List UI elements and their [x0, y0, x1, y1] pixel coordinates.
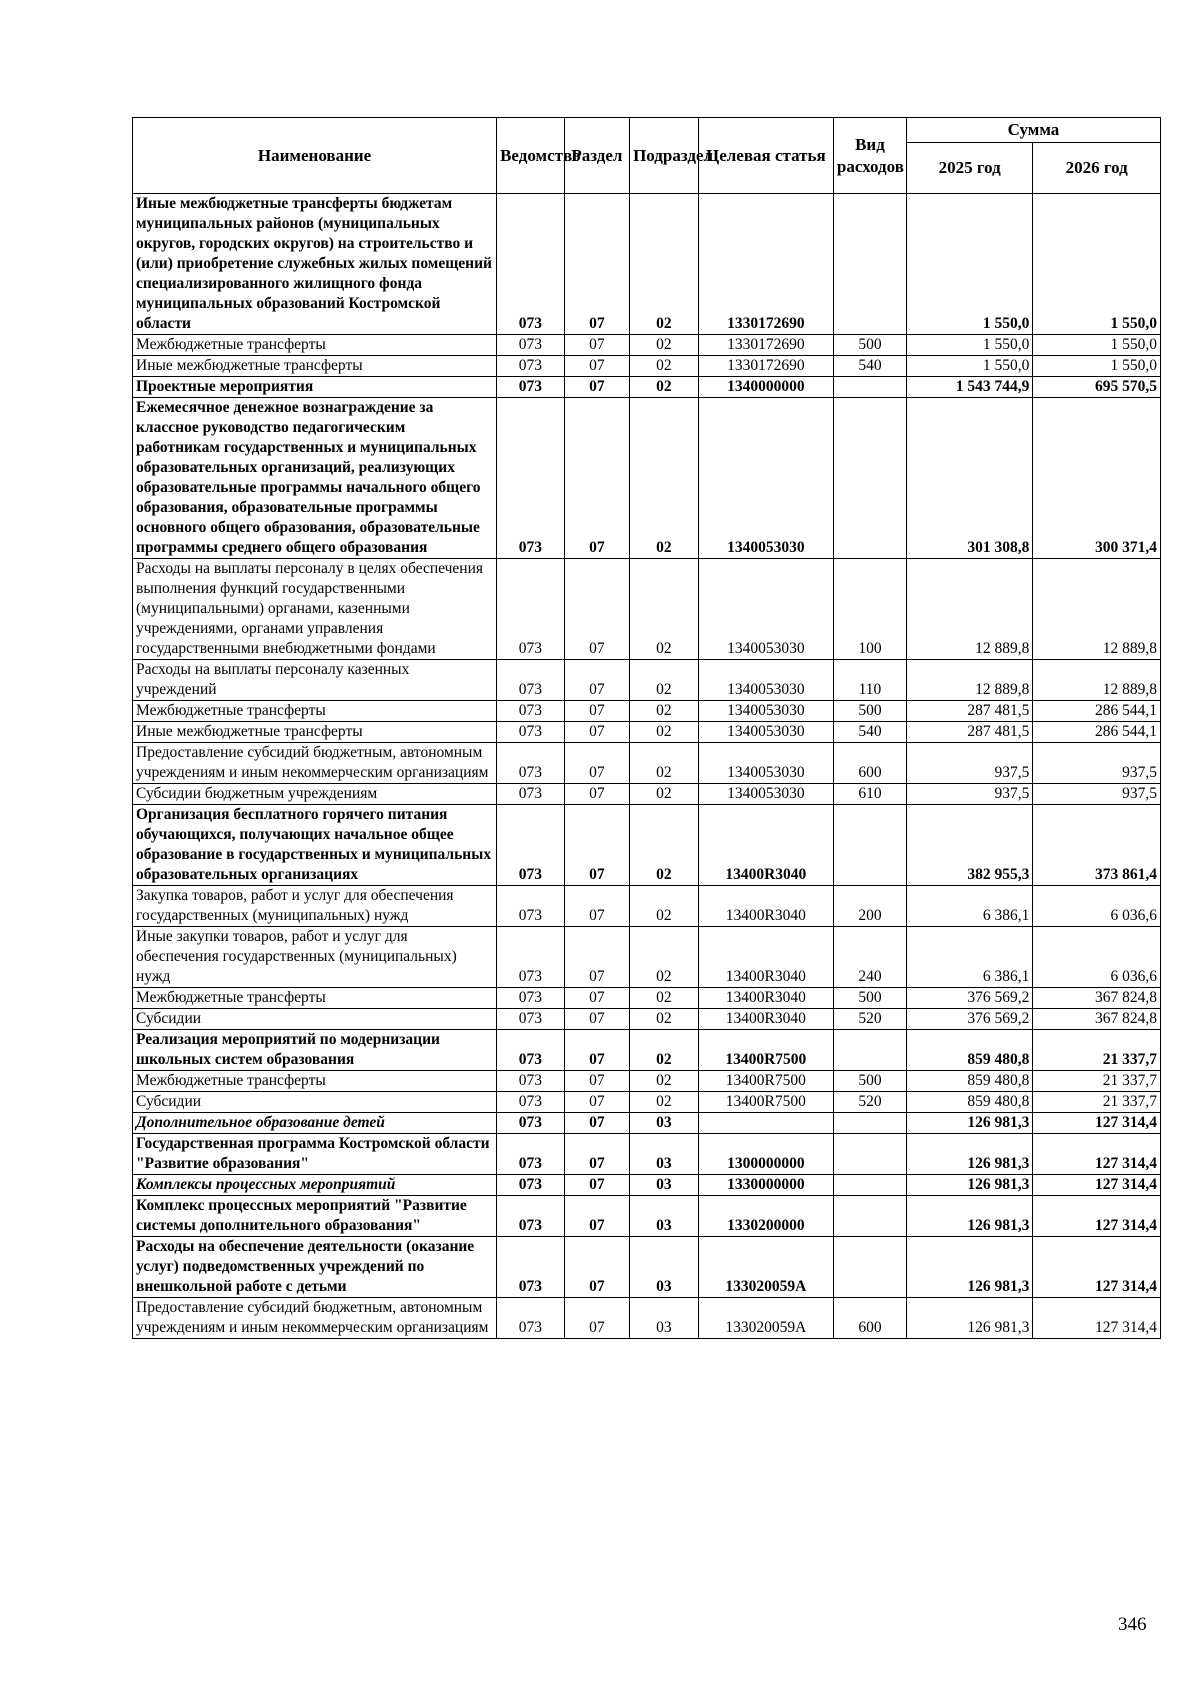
cell-2025: 937,5	[906, 743, 1032, 784]
cell-type	[833, 1175, 906, 1196]
cell-name: Иные межбюджетные трансферты бюджетам муниципальных районов (муниципальных округов, городских округов) на строительство и (или) приобретение служебных жилых помещений специализированного жилищного фонда муниципальных образований Костромской области	[133, 194, 497, 335]
header-expense-type: Вид расходов	[833, 118, 906, 194]
cell-type: 500	[833, 1071, 906, 1092]
cell-name: Ежемесячное денежное вознаграждение за классное руководство педагогическим работникам государственных и муниципальных образовательных организаций, реализующих образовательные программы начального общего образования, образовательные программы основного общего образования, образовательные программы среднего общего образования	[133, 398, 497, 559]
table-row	[133, 1196, 1161, 1237]
cell-article: 1340000000	[698, 377, 833, 398]
cell-2025: 6 386,1	[906, 886, 1032, 927]
cell-2026: 127 314,4	[1033, 1196, 1161, 1237]
cell-subsection: 02	[630, 377, 699, 398]
cell-2026: 1 550,0	[1033, 356, 1161, 377]
cell-name: Иные закупки товаров, работ и услуг для обеспечения государственных (муниципальных) нужд	[133, 927, 497, 988]
cell-ministry: 073	[497, 660, 565, 701]
cell-2025: 126 981,3	[906, 1237, 1032, 1298]
cell-subsection: 02	[630, 1030, 699, 1071]
cell-subsection: 02	[630, 335, 699, 356]
table-row	[133, 1237, 1161, 1298]
header-name: Наименование	[133, 118, 497, 194]
cell-2025: 1 550,0	[906, 335, 1032, 356]
cell-subsection: 02	[630, 559, 699, 660]
cell-2026: 695 570,5	[1033, 377, 1161, 398]
header-year-2025: 2025 год	[906, 143, 1032, 194]
cell-ministry: 073	[497, 398, 565, 559]
cell-type: 100	[833, 559, 906, 660]
cell-2026: 286 544,1	[1033, 701, 1161, 722]
table-row	[133, 194, 1161, 335]
cell-subsection: 02	[630, 988, 699, 1009]
cell-subsection: 03	[630, 1298, 699, 1339]
table-row	[133, 722, 1161, 743]
table-row	[133, 743, 1161, 784]
cell-2025: 1 550,0	[906, 356, 1032, 377]
budget-table	[132, 117, 1161, 1339]
cell-article: 13400R3040	[698, 1009, 833, 1030]
cell-type: 500	[833, 988, 906, 1009]
cell-name: Дополнительное образование детей	[133, 1113, 497, 1134]
cell-2025: 859 480,8	[906, 1030, 1032, 1071]
cell-subsection: 02	[630, 356, 699, 377]
cell-ministry: 073	[497, 988, 565, 1009]
cell-2026: 367 824,8	[1033, 1009, 1161, 1030]
cell-type	[833, 1134, 906, 1175]
cell-2026: 21 337,7	[1033, 1071, 1161, 1092]
cell-article: 1330172690	[698, 356, 833, 377]
cell-section: 07	[564, 1298, 629, 1339]
cell-type: 240	[833, 927, 906, 988]
cell-2025: 382 955,3	[906, 805, 1032, 886]
cell-section: 07	[564, 660, 629, 701]
cell-subsection: 02	[630, 805, 699, 886]
cell-article: 1340053030	[698, 784, 833, 805]
table-row	[133, 356, 1161, 377]
cell-section: 07	[564, 1113, 629, 1134]
cell-section: 07	[564, 1071, 629, 1092]
cell-name: Межбюджетные трансферты	[133, 701, 497, 722]
cell-type: 520	[833, 1092, 906, 1113]
cell-article: 1340053030	[698, 701, 833, 722]
cell-2026: 1 550,0	[1033, 335, 1161, 356]
cell-2025: 126 981,3	[906, 1134, 1032, 1175]
table-row	[133, 335, 1161, 356]
cell-name: Межбюджетные трансферты	[133, 988, 497, 1009]
cell-name: Расходы на обеспечение деятельности (оказание услуг) подведомственных учреждений по внешкольной работе с детьми	[133, 1237, 497, 1298]
table-row	[133, 988, 1161, 1009]
cell-section: 07	[564, 1030, 629, 1071]
cell-name: Организация бесплатного горячего питания обучающихся, получающих начальное общее образование в государственных и муниципальных образовательных организациях	[133, 805, 497, 886]
cell-2025: 1 543 744,9	[906, 377, 1032, 398]
cell-ministry: 073	[497, 1030, 565, 1071]
cell-ministry: 073	[497, 886, 565, 927]
table-row	[133, 1134, 1161, 1175]
cell-2026: 127 314,4	[1033, 1237, 1161, 1298]
header-section: Раздел	[564, 118, 629, 194]
cell-ministry: 073	[497, 1175, 565, 1196]
cell-type	[833, 1113, 906, 1134]
cell-type	[833, 377, 906, 398]
cell-2026: 367 824,8	[1033, 988, 1161, 1009]
cell-type	[833, 1196, 906, 1237]
cell-2025: 376 569,2	[906, 1009, 1032, 1030]
cell-ministry: 073	[497, 1134, 565, 1175]
cell-ministry: 073	[497, 1237, 565, 1298]
cell-section: 07	[564, 377, 629, 398]
cell-2026: 937,5	[1033, 784, 1161, 805]
cell-ministry: 073	[497, 1092, 565, 1113]
cell-2025: 126 981,3	[906, 1113, 1032, 1134]
cell-2026: 6 036,6	[1033, 927, 1161, 988]
cell-ministry: 073	[497, 1009, 565, 1030]
cell-type	[833, 194, 906, 335]
cell-article: 13400R7500	[698, 1030, 833, 1071]
cell-subsection: 02	[630, 1009, 699, 1030]
cell-name: Субсидии	[133, 1009, 497, 1030]
cell-name: Расходы на выплаты персоналу казенных учреждений	[133, 660, 497, 701]
cell-2026: 373 861,4	[1033, 805, 1161, 886]
cell-name: Межбюджетные трансферты	[133, 335, 497, 356]
cell-ministry: 073	[497, 356, 565, 377]
cell-article	[698, 1113, 833, 1134]
cell-2026: 127 314,4	[1033, 1298, 1161, 1339]
cell-section: 07	[564, 398, 629, 559]
header-subsection: Подраздел	[630, 118, 699, 194]
cell-ministry: 073	[497, 377, 565, 398]
cell-article: 1340053030	[698, 743, 833, 784]
cell-article: 1340053030	[698, 722, 833, 743]
cell-2025: 126 981,3	[906, 1298, 1032, 1339]
cell-type: 110	[833, 660, 906, 701]
table-row	[133, 1092, 1161, 1113]
cell-type: 600	[833, 743, 906, 784]
cell-name: Комплекс процессных мероприятий "Развитие системы дополнительного образования"	[133, 1196, 497, 1237]
cell-type	[833, 398, 906, 559]
cell-ministry: 073	[497, 1298, 565, 1339]
cell-subsection: 03	[630, 1175, 699, 1196]
cell-subsection: 02	[630, 743, 699, 784]
cell-2025: 126 981,3	[906, 1175, 1032, 1196]
cell-2025: 12 889,8	[906, 660, 1032, 701]
cell-article: 1300000000	[698, 1134, 833, 1175]
cell-type	[833, 1030, 906, 1071]
cell-ministry: 073	[497, 805, 565, 886]
cell-type: 520	[833, 1009, 906, 1030]
cell-2025: 1 550,0	[906, 194, 1032, 335]
cell-2026: 21 337,7	[1033, 1092, 1161, 1113]
cell-2025: 937,5	[906, 784, 1032, 805]
cell-2025: 12 889,8	[906, 559, 1032, 660]
cell-subsection: 02	[630, 722, 699, 743]
table-row	[133, 784, 1161, 805]
cell-2026: 127 314,4	[1033, 1175, 1161, 1196]
cell-subsection: 03	[630, 1237, 699, 1298]
cell-name: Реализация мероприятий по модернизации школьных систем образования	[133, 1030, 497, 1071]
cell-name: Предоставление субсидий бюджетным, автономным учреждениям и иным некоммерческим организациям	[133, 743, 497, 784]
cell-2026: 1 550,0	[1033, 194, 1161, 335]
cell-section: 07	[564, 559, 629, 660]
cell-article: 13400R3040	[698, 886, 833, 927]
table-row	[133, 1298, 1161, 1339]
header-ministry: Ведомство	[497, 118, 565, 194]
cell-type: 610	[833, 784, 906, 805]
cell-2026: 6 036,6	[1033, 886, 1161, 927]
cell-section: 07	[564, 1237, 629, 1298]
table-row	[133, 1113, 1161, 1134]
cell-2025: 6 386,1	[906, 927, 1032, 988]
cell-article: 13400R3040	[698, 988, 833, 1009]
cell-2025: 126 981,3	[906, 1196, 1032, 1237]
cell-ministry: 073	[497, 559, 565, 660]
cell-article: 133020059А	[698, 1298, 833, 1339]
cell-type	[833, 805, 906, 886]
cell-ministry: 073	[497, 743, 565, 784]
cell-2026: 127 314,4	[1033, 1134, 1161, 1175]
cell-ministry: 073	[497, 194, 565, 335]
cell-2025: 301 308,8	[906, 398, 1032, 559]
cell-2025: 287 481,5	[906, 722, 1032, 743]
cell-section: 07	[564, 1009, 629, 1030]
cell-article: 13400R7500	[698, 1071, 833, 1092]
cell-name: Комплексы процессных мероприятий	[133, 1175, 497, 1196]
cell-section: 07	[564, 743, 629, 784]
cell-name: Проектные мероприятия	[133, 377, 497, 398]
table-row	[133, 398, 1161, 559]
cell-ministry: 073	[497, 335, 565, 356]
table-row	[133, 1071, 1161, 1092]
cell-section: 07	[564, 335, 629, 356]
cell-type	[833, 1237, 906, 1298]
cell-2026: 937,5	[1033, 743, 1161, 784]
cell-2026: 300 371,4	[1033, 398, 1161, 559]
cell-2026: 127 314,4	[1033, 1113, 1161, 1134]
cell-subsection: 02	[630, 1071, 699, 1092]
cell-subsection: 02	[630, 660, 699, 701]
cell-subsection: 02	[630, 194, 699, 335]
table-row	[133, 660, 1161, 701]
cell-subsection: 03	[630, 1134, 699, 1175]
cell-name: Предоставление субсидий бюджетным, автономным учреждениям и иным некоммерческим организациям	[133, 1298, 497, 1339]
cell-subsection: 02	[630, 701, 699, 722]
cell-subsection: 03	[630, 1196, 699, 1237]
cell-article: 13400R3040	[698, 805, 833, 886]
cell-section: 07	[564, 1134, 629, 1175]
cell-name: Иные межбюджетные трансферты	[133, 722, 497, 743]
cell-subsection: 02	[630, 784, 699, 805]
table-row	[133, 805, 1161, 886]
cell-type: 540	[833, 722, 906, 743]
cell-ministry: 073	[497, 927, 565, 988]
cell-article: 1340053030	[698, 398, 833, 559]
cell-section: 07	[564, 701, 629, 722]
cell-2025: 859 480,8	[906, 1071, 1032, 1092]
cell-article: 1340053030	[698, 559, 833, 660]
cell-section: 07	[564, 194, 629, 335]
cell-article: 1330000000	[698, 1175, 833, 1196]
table-body	[133, 194, 1161, 1339]
cell-subsection: 02	[630, 1092, 699, 1113]
cell-section: 07	[564, 1196, 629, 1237]
cell-article: 1330200000	[698, 1196, 833, 1237]
cell-2025: 376 569,2	[906, 988, 1032, 1009]
cell-article: 1330172690	[698, 335, 833, 356]
cell-name: Межбюджетные трансферты	[133, 1071, 497, 1092]
cell-ministry: 073	[497, 784, 565, 805]
table-row	[133, 1009, 1161, 1030]
cell-article: 13400R3040	[698, 927, 833, 988]
cell-type: 200	[833, 886, 906, 927]
header-year-2026: 2026 год	[1033, 143, 1161, 194]
cell-name: Субсидии бюджетным учреждениям	[133, 784, 497, 805]
cell-section: 07	[564, 805, 629, 886]
cell-article: 13400R7500	[698, 1092, 833, 1113]
cell-section: 07	[564, 927, 629, 988]
cell-article: 133020059А	[698, 1237, 833, 1298]
cell-ministry: 073	[497, 1196, 565, 1237]
cell-name: Закупка товаров, работ и услуг для обеспечения государственных (муниципальных) нужд	[133, 886, 497, 927]
cell-section: 07	[564, 722, 629, 743]
table-row	[133, 1175, 1161, 1196]
table-row	[133, 1030, 1161, 1071]
header-target-article: Целевая статья	[698, 118, 833, 194]
cell-section: 07	[564, 1092, 629, 1113]
cell-name: Государственная программа Костромской области "Развитие образования"	[133, 1134, 497, 1175]
table-row	[133, 377, 1161, 398]
cell-name: Субсидии	[133, 1092, 497, 1113]
cell-type: 540	[833, 356, 906, 377]
header-sum: Сумма	[906, 118, 1160, 143]
cell-section: 07	[564, 886, 629, 927]
table-row	[133, 701, 1161, 722]
cell-subsection: 03	[630, 1113, 699, 1134]
cell-ministry: 073	[497, 722, 565, 743]
cell-2025: 859 480,8	[906, 1092, 1032, 1113]
cell-section: 07	[564, 1175, 629, 1196]
cell-section: 07	[564, 784, 629, 805]
cell-ministry: 073	[497, 701, 565, 722]
cell-type: 500	[833, 335, 906, 356]
cell-subsection: 02	[630, 398, 699, 559]
cell-2026: 21 337,7	[1033, 1030, 1161, 1071]
cell-section: 07	[564, 988, 629, 1009]
cell-name: Расходы на выплаты персоналу в целях обеспечения выполнения функций государственными (муниципальными) органами, казенными учреждениями, органами управления государственными внебюджетными фондами	[133, 559, 497, 660]
cell-ministry: 073	[497, 1071, 565, 1092]
cell-ministry: 073	[497, 1113, 565, 1134]
table-row	[133, 927, 1161, 988]
cell-2026: 12 889,8	[1033, 559, 1161, 660]
cell-section: 07	[564, 356, 629, 377]
cell-subsection: 02	[630, 886, 699, 927]
cell-type: 500	[833, 701, 906, 722]
page-number: 346	[1118, 1614, 1147, 1635]
cell-2025: 287 481,5	[906, 701, 1032, 722]
cell-type: 600	[833, 1298, 906, 1339]
cell-article: 1330172690	[698, 194, 833, 335]
cell-subsection: 02	[630, 927, 699, 988]
cell-name: Иные межбюджетные трансферты	[133, 356, 497, 377]
table-row	[133, 559, 1161, 660]
header-row	[133, 118, 1161, 143]
cell-2026: 12 889,8	[1033, 660, 1161, 701]
table-row	[133, 886, 1161, 927]
cell-2026: 286 544,1	[1033, 722, 1161, 743]
cell-article: 1340053030	[698, 660, 833, 701]
